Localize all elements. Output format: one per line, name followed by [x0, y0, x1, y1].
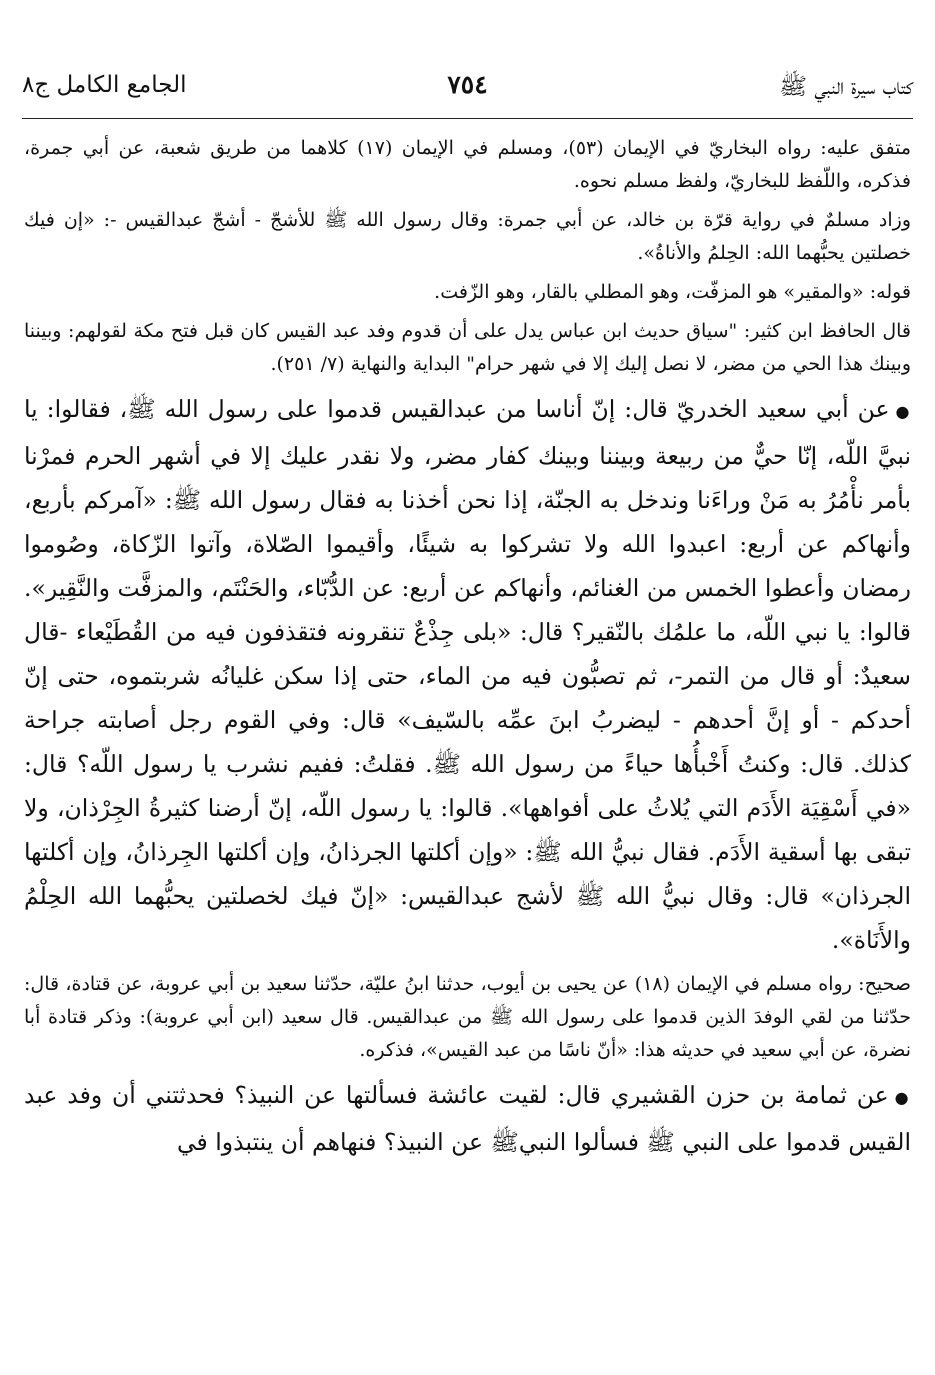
header-divider [22, 118, 913, 119]
takhrij-note: قال الحافظ ابن كثير: "سياق حديث ابن عباس يدل على أن قدوم وفد عبد القيس كان قبل فتح مكة لقولهم: وبيننا وبينك هذا الحي من مضر، لا نصل إليك إلا في شهر حرام" البداية والنهاية (٧/ ٢٥١). [24, 320, 911, 375]
volume-title: الجامع الكامل ج٨ [22, 72, 187, 98]
page-body [24, 132, 911, 1375]
hadith-paragraph [24, 1073, 911, 1164]
hadith-text: عن ثمامة بن حزن القشيري قال: لقيت عائشة فسألتها عن النبيذ؟ فحدثتني أن وفد عبد القيس قدموا على النبي ﷺ فسألوا النبيﷺ عن النبيذ؟ فنهاهم أن ينتبذوا في [24, 1081, 911, 1156]
takhrij-note: قوله: «والمقير» هو المزفّت، وهو المطلي بالقار، وهو الزّفت. [434, 281, 911, 303]
book-title: كتاب سيرة النبي ﷺ [779, 74, 913, 100]
takhrij-note: وزاد مسلمٌ في رواية قرّة بن خالد، عن أبي جمرة: وقال رسول الله ﷺ للأشجّ - أشجّ عبدالقيس -: «إن فيك خصلتين يحبُّهما الله: الحِلمُ والأناةُ». [24, 209, 911, 264]
hadith-text: عن أبي سعيد الخدريّ قال: إنّ أناسا من عبدالقيس قدموا على رسول الله ﷺ، فقالوا: يا نبيَّ اللّه، إنّا حيٌّ من ربيعة وبيننا وبينك كفار مضر، ولا نقدر عليك إلا في أشهر الحرم فمرْنا بأمر نأْمُرُ به مَنْ وراءَنا وندخل به الجنّة، إذا نحن أخذنا به فقال رسول الله ﷺ: «آمركم بأربع، وأنهاكم عن أربع: اعبدوا الله ولا تشركوا به شيئًا، وأقيموا الصّلاة، وآتوا الزّكاة، وصُوموا رمضان وأعطوا الخمس من الغنائم، وأنهاكم عن أربع: عن الدُّبّاء، والحَنْتَم، والمزفَّت والنَّقِير». قالوا: يا نبي اللّه، ما علمُك بالنّقير؟ قال: «بلى جِذْعٌ تنقرونه فتقذفون فيه من القُطَيْعاء -قال سعيدٌ: أو قال من التمر-، ثم تصبُّون فيه من الماء، حتى إذا سكن غليانُه شربتموه، حتى إنّ أحدكم - أو إنَّ أحدهم - ليضربُ ابنَ عمِّه بالسّيف» قال: وفي القوم رجل أصابته جراحة كذلك. قال: وكنتُ أَخْبأُها حياءً من رسول الله ﷺ. فقلتُ: ففيم نشرب يا رسول اللّه؟ قال: «في أَسْقِيَة الأَدَم التي يُلاثُ على أفواهها». قالوا: يا رسول اللّه، إنّ أرضنا كثيرةُ الجِرْذان، ولا تبقى بها أسقية الأَدَم. فقال نبيُّ الله ﷺ: «وإن أكلتها الجرذانُ، وإن أكلتها الجِرذانُ، وإن أكلتها الجرذان» قال: وقال نبيُّ الله ﷺ لأشج عبدالقيس: «إنّ فيك لخصلتين يحبُّهما الله الحِلْمُ والأَنَاة». [24, 395, 911, 954]
takhrij-note: متفق عليه: رواه البخاريّ في الإيمان (٥٣)، ومسلم في الإيمان (١٧) كلاهما من طريق شعبة، عن أبي جمرة، فذكره، واللّفظ للبخاريّ، ولفظ مسلم نحوه. [24, 137, 912, 192]
hadith-paragraph [24, 387, 911, 962]
bullet-icon: ● [894, 1088, 911, 1107]
bullet-icon: ● [895, 402, 911, 421]
page-header [22, 70, 913, 114]
takhrij-note: صحيح: رواه مسلم في الإيمان (١٨) عن يحيى بن أيوب، حدثنا ابنُ عليّة، حدّثنا سعيد بن أبي عروبة، عن قتادة، قال: حدّثنا من لقي الوفدَ الذين قدموا على رسول الله ﷺ من عبدالقيس. قال سعيد (ابن أبي عروبة): وذكر قتادة أبا نضرة، عن أبي سعيد في حديثه هذا: «أنّ ناسًا من عبد القيس»، فذكره. [24, 973, 911, 1061]
page-number: ٧٥٤ [447, 70, 488, 99]
